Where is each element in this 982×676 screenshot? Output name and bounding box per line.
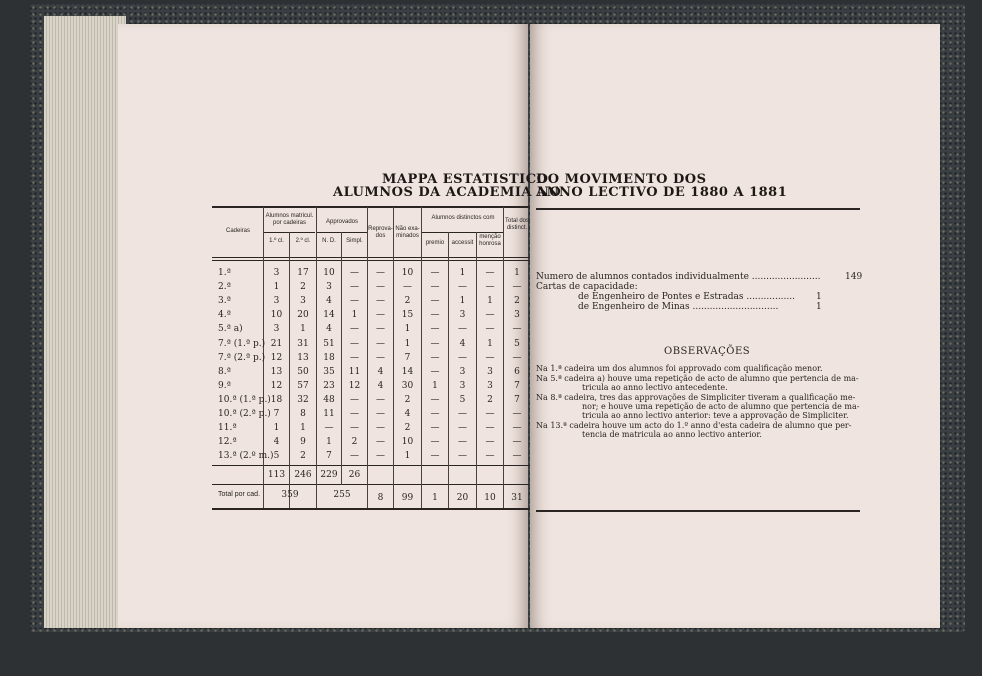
table-cell: 7 (514, 380, 520, 391)
table-cell: — (430, 451, 440, 462)
right-page (530, 24, 940, 628)
table-cell: — (485, 409, 495, 419)
right-top-rule (536, 208, 860, 210)
table-cell: — (376, 296, 385, 307)
total-approvados: 255 (333, 490, 351, 500)
table-cell: — (350, 338, 359, 349)
cartas-label: Cartas de capacidade: (536, 282, 638, 292)
table-cell: — (376, 352, 385, 363)
table-cell: 14 (401, 366, 414, 377)
row-label: 5.ª a) (218, 324, 243, 335)
table-cell: 5 (459, 394, 466, 405)
table-cell: — (512, 451, 522, 462)
table-cell: 2 (404, 423, 411, 434)
table-cell: — (376, 268, 385, 278)
table-cell: 17 (297, 268, 309, 278)
table-cell: 1 (404, 338, 411, 349)
carta1-dots: ................. (746, 292, 795, 302)
obs-line: Na 13.ª cadeira houve um acto do 1.º anno d'esta cadeira de alumno que per- (536, 421, 852, 430)
table-cell: — (430, 282, 440, 293)
obs-line: tricula ao anno lectivo anterior: teve a approvação de Simpliciter. (582, 411, 849, 420)
table-cell: — (485, 324, 495, 335)
title-line1-right: DO MOVIMENTO DOS (536, 172, 707, 187)
table-cell: — (324, 423, 334, 434)
carta2-value: 1 (816, 302, 822, 312)
table-cell: — (350, 423, 359, 434)
table-bottom-rule (212, 508, 530, 510)
table-cell: 50 (297, 366, 309, 377)
table-cell: 10 (401, 268, 414, 278)
table-cell: — (512, 282, 522, 293)
table-cell: 6 (514, 366, 520, 377)
table-cell: 12 (270, 380, 283, 391)
observacoes-heading: OBSERVAÇÕES (664, 346, 751, 357)
table-cell: — (430, 324, 440, 335)
table-cell: — (458, 409, 467, 419)
row-label: 7.ª (1.ª p.) (218, 338, 266, 349)
table-cell: 1 (404, 324, 411, 335)
table-cell: — (350, 282, 359, 293)
total-distinctos: 31 (511, 493, 523, 503)
table-cell: 23 (323, 380, 335, 391)
obs-line: Na 5.ª cadeira a) houve uma repetição de acto de alumno que pertencia de ma- (536, 374, 859, 383)
table-cell: 2 (300, 451, 306, 462)
header-ap-nd: N. D. (322, 238, 336, 244)
table-cell: 1 (459, 268, 466, 278)
total-matriculados: 359 (281, 490, 299, 500)
header-reprovados: Reprova-dos (368, 226, 393, 239)
obs-line: Na 1.ª cadeira um dos alumnos foi approvado com qualificação menor. (536, 364, 823, 373)
table-cell: — (376, 282, 385, 293)
table-cell: — (376, 338, 385, 349)
table-cell: — (430, 437, 440, 448)
header-m2: 2.º cl. (295, 238, 311, 244)
table-cell: — (485, 310, 495, 321)
carta1-value: 1 (816, 292, 822, 302)
table-cell: 13 (297, 352, 309, 363)
obs-line: Na 8.ª cadeira, tres das approvações de Simpliciter tiveram a qualificação me- (536, 393, 856, 402)
table-cell: 3 (273, 324, 280, 335)
carta2-label: de Engenheiro de Minas (578, 302, 690, 312)
table-cell: — (458, 324, 467, 335)
table-cell: 18 (323, 352, 335, 363)
table-cell: 1 (300, 324, 306, 335)
summary-count (536, 272, 820, 282)
table-cell: 3 (273, 296, 280, 307)
table-cell: 8 (300, 409, 306, 419)
table-cell: 4 (326, 296, 332, 307)
table-cell: — (376, 437, 385, 448)
obs-line: tencia de matricula ao anno lectivo anterior. (582, 430, 762, 439)
table-cell: 1 (326, 437, 332, 448)
table-cell: 7 (273, 409, 280, 419)
table-cell: 14 (323, 310, 335, 321)
table-cell: 1 (487, 338, 493, 349)
table-cell: 11 (323, 409, 335, 419)
table-cell: — (376, 310, 385, 321)
table-cell: 1 (459, 296, 466, 307)
row-label: 10.ª (1.ª p.) (218, 394, 271, 405)
header-bottom-rule (212, 257, 530, 258)
table-cell: — (403, 282, 412, 293)
table-cell: 1 (487, 296, 493, 307)
carta1-label: de Engenheiro de Pontes e Estradas (578, 292, 744, 302)
table-cell: — (350, 409, 359, 419)
row-label: 9.ª (218, 380, 231, 391)
table-cell: 3 (459, 310, 466, 321)
table-cell: 30 (401, 380, 414, 391)
table-cell: — (512, 409, 522, 419)
table-cell: — (485, 423, 495, 434)
table-cell: 7 (326, 451, 332, 462)
table-cell: — (512, 423, 522, 434)
table-cell: 2 (404, 296, 411, 307)
table-cell: — (376, 324, 385, 335)
table-cell: 7 (514, 394, 520, 405)
row-label: 4.ª (218, 310, 231, 321)
row-label: 13.ª (2.º m.) (218, 451, 274, 462)
table-cell: 21 (270, 338, 283, 349)
table-cell: — (458, 437, 467, 448)
table-cell: 2 (487, 394, 493, 405)
table-cell: 2 (514, 296, 520, 307)
table-cell: — (430, 352, 440, 363)
header-m1: 1.º cl. (269, 238, 284, 244)
table-cell: — (350, 324, 359, 335)
table-cell: — (485, 282, 495, 293)
table-cell: — (485, 437, 495, 448)
table-cell: — (458, 423, 467, 434)
total-rule (212, 484, 530, 485)
table-cell: 20 (297, 310, 309, 321)
table-cell: 1 (273, 282, 280, 293)
table-cell: — (485, 352, 495, 363)
header-nao-exam: Não exa-minados (395, 226, 420, 239)
table-cell: 1 (300, 423, 306, 434)
table-cell: 1 (514, 268, 520, 278)
table-cell: 10 (270, 310, 283, 321)
table-cell: 35 (323, 366, 335, 377)
table-cell: 31 (297, 338, 309, 349)
total-nao-exam: 99 (401, 493, 414, 503)
table-cell: 3 (326, 282, 332, 293)
table-cell: — (512, 437, 522, 448)
table-cell: — (512, 324, 522, 335)
table-cell: 9 (300, 437, 306, 448)
table-cell: 5 (273, 451, 280, 462)
subtotal-m1: 113 (267, 470, 286, 480)
subtotal-simpl: 26 (348, 470, 361, 480)
table-cell: — (430, 423, 440, 434)
header-approvados: Approvados (325, 219, 359, 225)
table-cell: — (350, 394, 359, 405)
table-cell: 15 (401, 310, 414, 321)
subtotal-m2: 246 (294, 470, 312, 480)
table-cell: 1 (351, 310, 358, 321)
table-cell: 12 (270, 352, 283, 363)
table-cell: 2 (404, 394, 411, 405)
table-cell: 10 (401, 437, 414, 448)
table-cell: 1 (404, 451, 411, 462)
table-cell: 57 (297, 380, 309, 391)
table-cell: 7 (404, 352, 411, 363)
row-label: 10.ª (2.ª p.) (218, 409, 271, 419)
table-cell: — (430, 268, 440, 278)
subtotal-rule (212, 465, 530, 466)
table-cell: 3 (487, 366, 493, 377)
table-cell: 12 (348, 380, 361, 391)
summary-count-value: 149 (845, 272, 863, 282)
carta2 (578, 302, 778, 312)
header-accessit: accessit (451, 240, 474, 246)
table-cell: — (376, 409, 385, 419)
row-label: 1.ª (218, 268, 231, 278)
table-cell: 13 (270, 366, 283, 377)
right-bottom-rule (536, 510, 860, 512)
table-cell: 4 (377, 380, 384, 391)
title-line2-right: ANNO LECTIVO DE 1880 A 1881 (536, 185, 788, 200)
header-ap-simpl: Simpl. (346, 238, 363, 244)
table-cell: 32 (297, 394, 309, 405)
table-cell: — (376, 394, 385, 405)
table-cell: — (485, 451, 495, 462)
obs-line: nor; e houve uma repetição de acto de alumno que pertencia de ma- (582, 402, 860, 411)
total-reprovados: 8 (377, 493, 384, 503)
table-cell: 4 (326, 324, 332, 335)
table-cell: — (350, 451, 359, 462)
carta2-dots: .............................. (692, 302, 779, 312)
table-cell: 3 (459, 380, 466, 391)
table-cell: — (350, 296, 359, 307)
table-cell: 2 (351, 437, 358, 448)
table-cell: 18 (270, 394, 283, 405)
table-cell: 4 (273, 437, 280, 448)
table-cell: 3 (514, 310, 520, 321)
total-mencao: 10 (484, 493, 496, 503)
table-cell: — (376, 451, 385, 462)
summary-count-dots: ........................ (751, 272, 821, 282)
table-cell: 10 (323, 268, 335, 278)
obs-line: tricula ao anno lectivo antecedente. (582, 383, 728, 392)
total-accessit: 20 (456, 493, 469, 503)
summary-count-label: Numero de alumnos contados individualmente (536, 272, 749, 282)
table-cell: 1 (432, 380, 438, 391)
carta1 (578, 292, 795, 302)
table-cell: 2 (300, 282, 306, 293)
row-label: 3.ª (218, 296, 231, 307)
table-cell: — (430, 409, 440, 419)
row-label: 7.ª (2.ª p.) (218, 352, 266, 363)
row-label: 8.ª (218, 366, 231, 377)
table-cell: 1 (273, 423, 280, 434)
table-cell: — (376, 423, 385, 434)
table-cell: — (430, 366, 440, 377)
header-distinctos: Alumnos distinctos com (431, 215, 495, 221)
table-cell: 11 (348, 366, 361, 377)
table-cell: — (350, 268, 359, 278)
table-cell: — (485, 268, 495, 278)
table-cell: — (350, 352, 359, 363)
header-total: Total dos distinct. (504, 218, 529, 231)
table-cell: 3 (300, 296, 306, 307)
distinct-sub-rule (421, 232, 503, 233)
header-mencao: menção honrosa (479, 234, 501, 247)
header-matriculados: Alumnos matricul. por cadeiras (265, 213, 314, 226)
total-label: Total por cad. (218, 491, 261, 498)
table-cell: 48 (323, 394, 335, 405)
row-label: 11.ª (218, 423, 237, 434)
table-cell: 3 (487, 380, 493, 391)
table-cell: — (430, 310, 440, 321)
title-line1-left: MAPPA ESTATISTICO (382, 172, 549, 187)
table-cell: — (430, 394, 440, 405)
table-cell: — (458, 282, 467, 293)
table-cell: — (458, 451, 467, 462)
table-cell: 5 (514, 338, 520, 349)
header-cadeiras: Cadeiras (225, 228, 250, 234)
table-top-rule (212, 206, 530, 208)
table-cell: 4 (459, 338, 466, 349)
table-cell: 3 (459, 366, 466, 377)
page-edges (44, 16, 126, 628)
table-cell: — (458, 352, 467, 363)
total-premio: 1 (432, 493, 438, 503)
table-cell: 4 (404, 409, 411, 419)
row-label: 12.ª (218, 437, 237, 448)
table-cell: 3 (273, 268, 280, 278)
header-bottom-rule-2 (212, 260, 530, 261)
table-cell: — (430, 296, 440, 307)
table-cell: — (430, 338, 440, 349)
table-cell: 51 (323, 338, 335, 349)
subtotal-nd: 229 (320, 470, 338, 480)
table-cell: — (512, 352, 522, 363)
title-line2-left: ALUMNOS DA ACADEMIA NO (333, 185, 562, 200)
row-label: 2.ª (218, 282, 231, 293)
header-premio: premio (425, 240, 445, 246)
table-cell: 4 (377, 366, 384, 377)
